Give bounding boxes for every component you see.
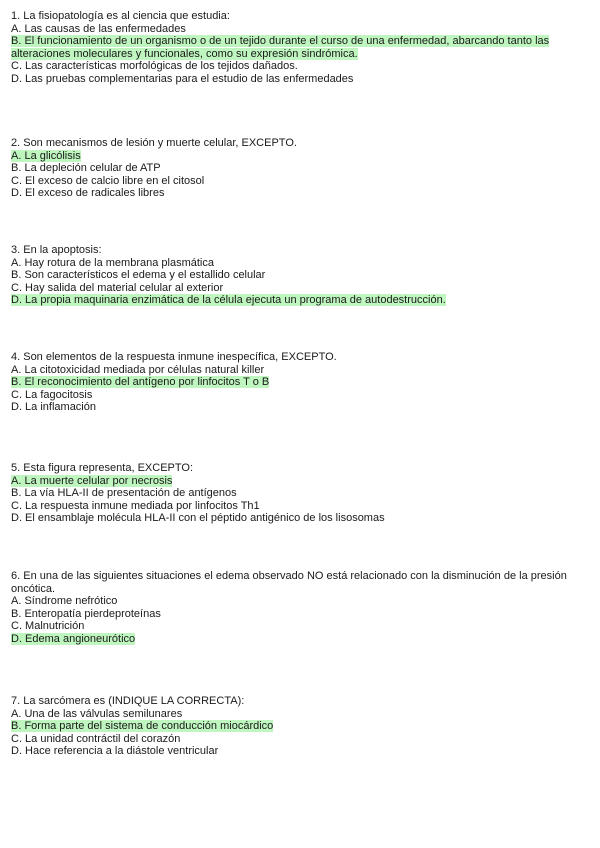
answer-option-highlighted <box>11 150 591 163</box>
option-text: D. Hace referencia a la diástole ventricular <box>11 745 219 758</box>
option-text: D. El exceso de radicales libres <box>11 187 165 200</box>
answer-option <box>11 487 591 500</box>
question-block <box>11 462 591 525</box>
option-text: A. Hay rotura de la membrana plasmática <box>11 256 214 269</box>
answer-option <box>11 257 591 270</box>
option-text: C. La respuesta inmune mediada por linfocitos Th1 <box>11 499 260 512</box>
option-text: B. La depleción celular de ATP <box>11 162 161 175</box>
option-text: C. El exceso de calcio libre en el citosol <box>11 174 205 187</box>
option-text: B. Enteropatía pierdeproteínas <box>11 607 161 620</box>
question-stem: 2. Son mecanismos de lesión y muerte celular, EXCEPTO. <box>11 137 297 149</box>
option-text: A. Las causas de las enfermedades <box>11 22 186 35</box>
question-stem: 4. Son elementos de la respuesta inmune inespecífica, EXCEPTO. <box>11 351 337 363</box>
question-stem: 5. Esta figura representa, EXCEPTO: <box>11 462 193 474</box>
answer-option <box>11 608 591 621</box>
answer-option <box>11 512 591 525</box>
answer-option-highlighted <box>11 35 591 60</box>
option-text: B. La vía HLA-II de presentación de antígenos <box>11 487 237 500</box>
answer-option <box>11 187 591 200</box>
question-block <box>11 10 591 86</box>
question-stem: 6. En una de las siguientes situaciones el edema observado NO está relacionado con la disminución de la presión oncótica. <box>11 570 567 595</box>
question-block <box>11 244 591 307</box>
option-text: B. Forma parte del sistema de conducción miocárdico <box>11 720 274 733</box>
option-text: D. Las pruebas complementarias para el estudio de las enfermedades <box>11 72 354 85</box>
option-text: C. Hay salida del material celular al exterior <box>11 281 224 294</box>
option-text: A. Una de las válvulas semilunares <box>11 707 183 720</box>
answer-option-highlighted <box>11 475 591 488</box>
option-text: B. El reconocimiento del antígeno por linfocitos T o B <box>11 376 270 389</box>
option-text: D. El ensamblaje molécula HLA-II con el péptido antigénico de los lisosomas <box>11 512 385 525</box>
question-block <box>11 137 591 200</box>
question-stem: 7. La sarcómera es (INDIQUE LA CORRECTA): <box>11 695 245 707</box>
answer-option <box>11 595 591 608</box>
option-text: A. Síndrome nefrótico <box>11 595 118 608</box>
answer-option <box>11 23 591 36</box>
answer-option-highlighted <box>11 376 591 389</box>
answer-option <box>11 175 591 188</box>
option-text: D. La inflamación <box>11 401 96 414</box>
answer-option-highlighted <box>11 633 591 646</box>
option-text: C. Las características morfológicas de los tejidos dañados. <box>11 60 298 73</box>
answer-option <box>11 389 591 402</box>
option-text: C. La fagocitosis <box>11 388 93 401</box>
answer-option <box>11 401 591 414</box>
option-text: C. La unidad contráctil del corazón <box>11 732 181 745</box>
answer-option <box>11 364 591 377</box>
option-text: A. La citotoxicidad mediada por células natural killer <box>11 363 265 376</box>
option-text: C. Malnutrición <box>11 620 85 633</box>
option-text: A. La glicólisis <box>11 149 81 162</box>
answer-option <box>11 162 591 175</box>
question-stem: 3. En la apoptosis: <box>11 244 102 256</box>
answer-option <box>11 282 591 295</box>
option-text: B. Son característicos el edema y el estallido celular <box>11 269 266 282</box>
answer-option <box>11 269 591 282</box>
answer-option <box>11 73 591 86</box>
question-stem: 1. La fisiopatología es al ciencia que estudia: <box>11 10 230 22</box>
answer-option <box>11 620 591 633</box>
answer-option-highlighted <box>11 720 591 733</box>
answer-option <box>11 733 591 746</box>
answer-option <box>11 60 591 73</box>
question-block <box>11 351 591 414</box>
answer-option <box>11 745 591 758</box>
option-text: A. La muerte celular por necrosis <box>11 474 173 487</box>
answer-option <box>11 708 591 721</box>
question-block <box>11 570 591 646</box>
option-text: D. Edema angioneurótico <box>11 632 136 645</box>
answer-option-highlighted <box>11 294 591 307</box>
question-block <box>11 695 591 758</box>
answer-option <box>11 500 591 513</box>
option-text: B. El funcionamiento de un organismo o de un tejido durante el curso de una enfermedad, abarcando tanto las alteraciones moleculares y funcionales, como su expresión sindrómica. <box>11 35 550 60</box>
option-text: D. La propia maquinaria enzimática de la célula ejecuta un programa de autodestrucción. <box>11 294 446 307</box>
